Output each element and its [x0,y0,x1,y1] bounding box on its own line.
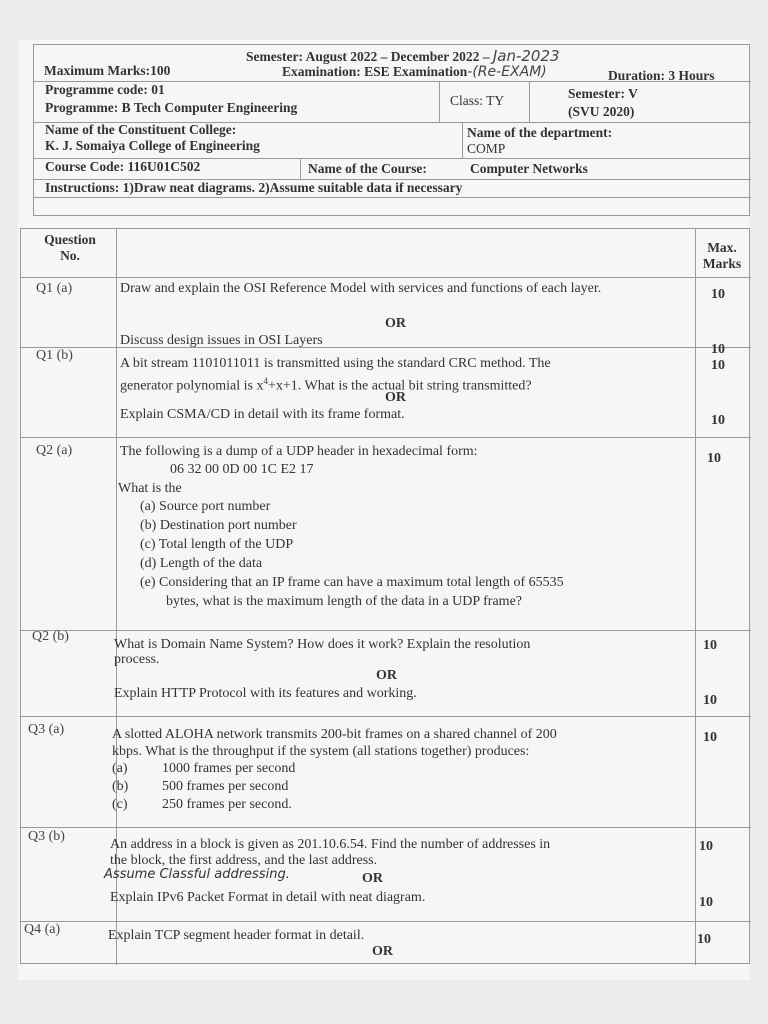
instructions: Instructions: 1)Draw neat diagrams. 2)Assume suitable data if necessary [45,180,463,195]
question-text: An address in a block is given as 201.10.6.54. Find the number of addresses in [110,837,551,852]
svu-year: (SVU 2020) [568,104,635,119]
column-header-question: Question No. [44,232,96,263]
marks-value: 10 [711,413,725,428]
department-name: COMP [467,141,506,156]
question-text: What is Domain Name System? How does it work? Explain the resolution [114,637,531,652]
sub-item: 1000 frames per second [162,761,296,776]
or-separator: OR [372,944,393,959]
question-text: Draw and explain the OSI Reference Model with services and functions of each layer. [120,281,602,296]
question-text: Explain HTTP Protocol with its features and working. [114,686,417,701]
marks-value: 10 [703,638,717,653]
exam-handwritten: -(Re-EXAM) [467,64,547,80]
marks-value: 10 [699,839,713,854]
question-text: Explain TCP segment header format in detail. [108,928,365,943]
marks-value: 10 [711,358,725,373]
question-text: What is the [118,481,182,496]
class: Class: TY [450,93,505,108]
question-number: Q1 (b) [36,348,73,363]
college-label: Name of the Constituent College: [45,122,237,137]
question-text: The following is a dump of a UDP header in hexadecimal form: [120,444,478,459]
column-header-marks: Max. Marks [702,240,742,271]
sub-item-label: (b) [112,779,129,794]
department-label: Name of the department: [467,125,613,140]
question-text: A slotted ALOHA network transmits 200-bit frames on a shared channel of 200 [112,727,557,742]
course-name-label: Name of the Course: [308,161,427,176]
question-number: Q1 (a) [36,281,73,296]
marks-value: 10 [697,932,711,947]
question-text: A bit stream 1101011011 is transmitted using the standard CRC method. The [120,356,551,371]
question-text: process. [114,652,160,667]
question-number: Q3 (b) [28,829,65,844]
marks-value: 10 [699,895,713,910]
or-separator: OR [362,871,383,886]
marks-value: 10 [703,693,717,708]
semester: Semester: V [568,86,638,101]
course-code: Course Code: 116U01C502 [45,159,201,174]
handwritten-note: Assume Classful addressing. [104,867,290,882]
hex-dump: 06 32 00 0D 00 1C E2 17 [170,462,314,477]
sub-item: (e) Considering that an IP frame can have a maximum total length of 65535 [140,575,564,590]
duration: Duration: 3 Hours [608,68,715,83]
question-number: Q2 (b) [32,629,69,644]
sub-item: 500 frames per second [162,779,289,794]
or-separator: OR [385,316,406,331]
question-number: Q2 (a) [36,443,73,458]
marks-value: 10 [703,730,717,745]
sub-item-label: (c) [112,797,128,812]
question-text: Explain CSMA/CD in detail with its frame format. [120,407,405,422]
or-separator: OR [376,668,397,683]
semester-line: Semester: August 2022 – December 2022 – Jan-2023 [246,47,560,65]
marks-value: 10 [707,451,721,466]
college-name: K. J. Somaiya College of Engineering [45,138,260,153]
programme: Programme: B Tech Computer Engineering [45,100,298,115]
sub-item: (c) Total length of the UDP [140,537,294,552]
sub-item-continued: bytes, what is the maximum length of the data in a UDP frame? [166,594,523,609]
programme-code: Programme code: 01 [45,82,165,97]
question-number: Q3 (a) [28,722,65,737]
course-name: Computer Networks [470,161,588,176]
semester-handwritten: Jan-2023 [492,47,560,65]
or-separator: OR [385,390,406,405]
sub-item: 250 frames per second. [162,797,292,812]
sub-item: (d) Length of the data [140,556,263,571]
question-text: Discuss design issues in OSI Layers [120,333,323,348]
question-number: Q4 (a) [24,922,61,937]
max-marks: Maximum Marks:100 [44,63,171,78]
question-text: kbps. What is the throughput if the system (all stations together) produces: [112,744,530,759]
question-text: the block, the first address, and the last address. [110,853,378,868]
sub-item: (b) Destination port number [140,518,297,533]
question-text: Explain IPv6 Packet Format in detail with neat diagram. [110,890,426,905]
sub-item: (a) Source port number [140,499,271,514]
marks-value: 10 [711,342,725,357]
examination-line: Examination: ESE Examination-(Re-EXAM) [282,64,547,80]
sub-item-label: (a) [112,761,128,776]
question-text: generator polynomial is $x^4+x+1$. What is the actual bit string transmitted? [120,376,532,394]
marks-value: 10 [711,287,725,302]
